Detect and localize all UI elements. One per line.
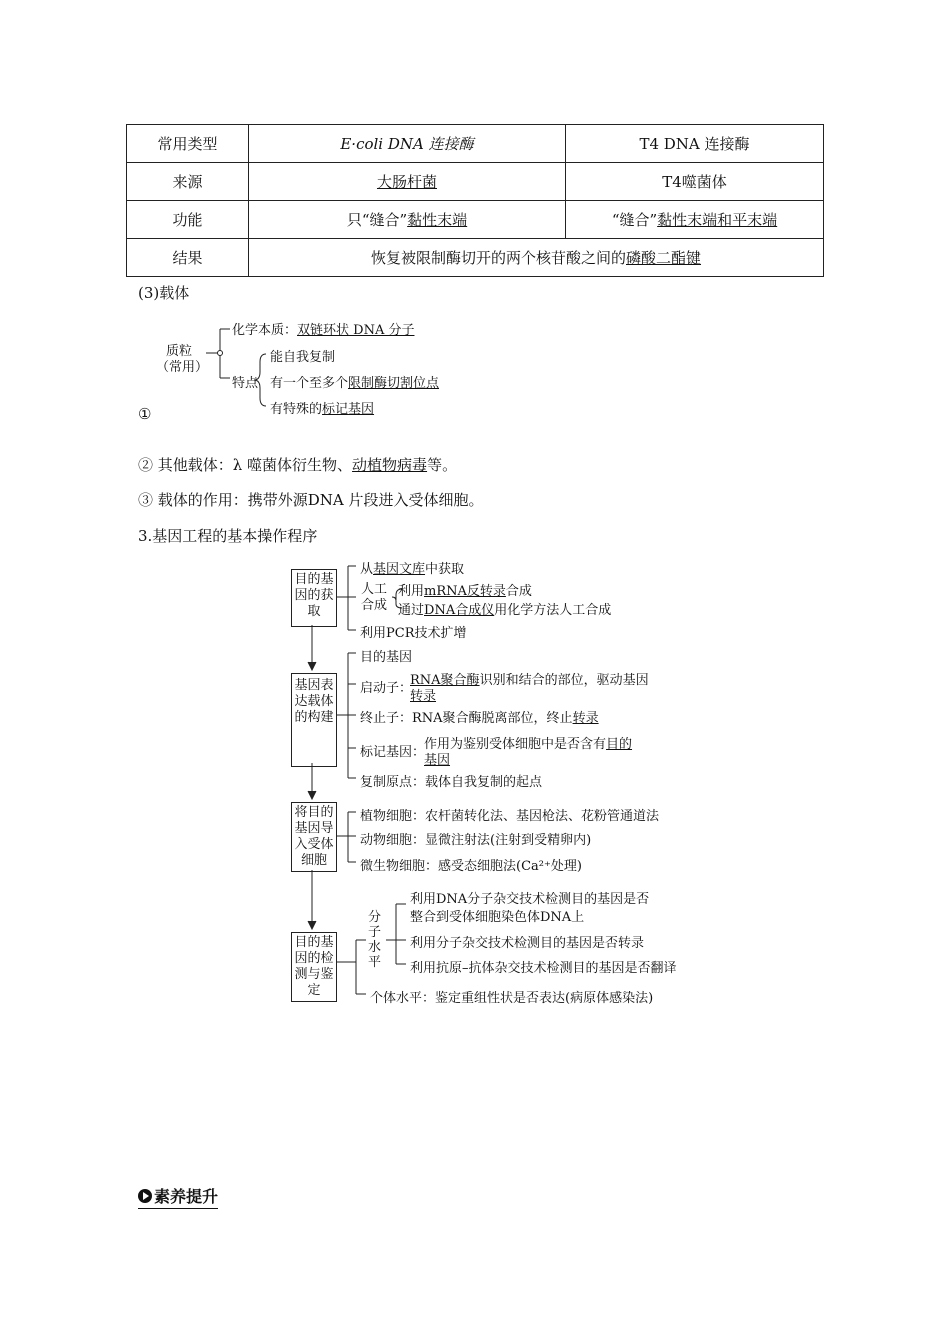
step1-box: 目的基因的获取: [291, 569, 337, 627]
t: 从: [360, 562, 374, 577]
item-2-post: 等。: [427, 456, 458, 474]
t: 用化学方法人工合成: [494, 603, 612, 618]
table-cell-text: 黏性末端: [407, 211, 468, 229]
t: 合成: [505, 584, 532, 599]
step2-b-label: 启动子：: [360, 681, 413, 696]
play-circle-icon: [138, 1189, 152, 1203]
step1-b: [398, 580, 532, 599]
step4-a1: 利用DNA分子杂交技术检测目的基因是否: [410, 892, 650, 907]
step1-d: 利用PCR技术扩增: [360, 626, 467, 641]
step2-d2: [424, 749, 450, 768]
feature-text-u: 限制酶切割位点: [348, 376, 440, 391]
step2-b: [410, 669, 649, 688]
item-2-text: ② 其他载体：λ 噬菌体衍生物、: [138, 456, 353, 474]
step4-box: 目的基因的检测与鉴定: [291, 932, 337, 1002]
plasmid-label: 质粒: [166, 344, 193, 359]
step1-artificial: 人工合成: [361, 582, 388, 613]
step2-d: [424, 733, 632, 752]
step1-c: [398, 599, 611, 618]
step3-a: 植物细胞：农杆菌转化法、基因枪法、花粉管通道法: [360, 809, 660, 824]
table-header: T4 DNA 连接酶: [566, 125, 824, 163]
item-3: ③ 载体的作用：携带外源DNA 片段进入受体细胞。: [138, 491, 484, 509]
t: 利用: [398, 584, 425, 599]
procedure-heading: 3.基因工程的基本操作程序: [138, 527, 318, 545]
table-header-ecoli: E·coli DNA 连接酶: [340, 135, 474, 153]
t: 终止子：RNA聚合酶脱离部位，终止: [360, 711, 573, 726]
table-header: 常用类型: [127, 125, 249, 163]
step2-e: 复制原点：载体自我复制的起点: [360, 775, 543, 790]
chem-nature: [232, 319, 414, 338]
feature-item: [270, 372, 439, 391]
table-cell: 来源: [127, 163, 249, 201]
t-u: 转录: [410, 689, 437, 704]
section-title-text: 素养提升: [154, 1187, 219, 1206]
step2-b2: [410, 685, 436, 704]
item-2-u: 动植物病毒: [352, 456, 428, 474]
table-cell-text: “缝合”: [611, 211, 658, 229]
t: 识别和结合的部位，驱动基因: [479, 673, 649, 688]
step2-a: 目的基因: [360, 650, 413, 665]
t-u: 基因文库: [373, 562, 426, 577]
t: 作用为鉴别受体细胞中是否含有: [424, 737, 607, 752]
table-cell: T4噬菌体: [566, 163, 824, 201]
step2-d-label: 标记基因：: [360, 745, 426, 760]
t-u: 基因: [424, 753, 451, 768]
table-cell-text: 只“缝合”: [346, 211, 408, 229]
table-cell-text: 恢复被限制酶切开的两个核苷酸之间的: [370, 249, 626, 267]
table-cell-text: 磷酸二酯键: [626, 249, 702, 267]
step4-b: 利用分子杂交技术检测目的基因是否转录: [410, 936, 645, 951]
feature-text-u: 标记基因: [322, 402, 375, 417]
t-u: mRNA反转录: [424, 584, 506, 599]
table-cell-text: 黏性末端和平末端: [657, 211, 778, 229]
t-u: 目的: [606, 737, 633, 752]
t-u: 转录: [572, 711, 599, 726]
vector-heading: (3)载体: [138, 284, 190, 302]
step3-box: 将目的基因导入受体细胞: [291, 802, 337, 872]
feature-item: [270, 346, 335, 365]
table-cell-text: 大肠杆菌: [376, 173, 437, 191]
feature-label: 特点: [232, 376, 259, 391]
step2-c: [360, 707, 599, 726]
feature-text: 有特殊的: [270, 402, 323, 417]
chem-u: 双链环状 DNA 分子: [297, 323, 415, 338]
feature-text: 有一个至多个: [270, 376, 349, 391]
step1-a: [360, 558, 464, 577]
step4-c: 利用抗原–抗体杂交技术检测目的基因是否翻译: [410, 961, 677, 976]
feature-text: 能自我复制: [270, 350, 336, 365]
step4-a2: 整合到受体细胞染色体DNA上: [410, 910, 585, 925]
chem-pre: 化学本质：: [232, 323, 298, 338]
t: 中获取: [425, 562, 465, 577]
table-cell: 结果: [127, 239, 249, 277]
feature-item: [270, 398, 374, 417]
table-cell: 功能: [127, 201, 249, 239]
step4-molecular: 分子水平: [368, 910, 382, 970]
item-2: [138, 454, 457, 475]
step4-d: 个体水平：鉴定重组性状是否表达(病原体感染法): [370, 991, 654, 1006]
t: 通过: [398, 603, 425, 618]
step3-c: 微生物细胞：感受态细胞法(Ca²⁺处理): [360, 859, 582, 874]
t-u: DNA合成仪: [424, 603, 495, 618]
t-u: RNA聚合酶: [410, 673, 480, 688]
section-title: [138, 1184, 218, 1209]
step3-b: 动物细胞：显微注射法(注射到受精卵内): [360, 833, 592, 848]
plasmid-sub: （常用）: [156, 360, 209, 375]
step2-box: 基因表达载体的构建: [291, 673, 337, 767]
item-1: ①: [138, 405, 152, 423]
